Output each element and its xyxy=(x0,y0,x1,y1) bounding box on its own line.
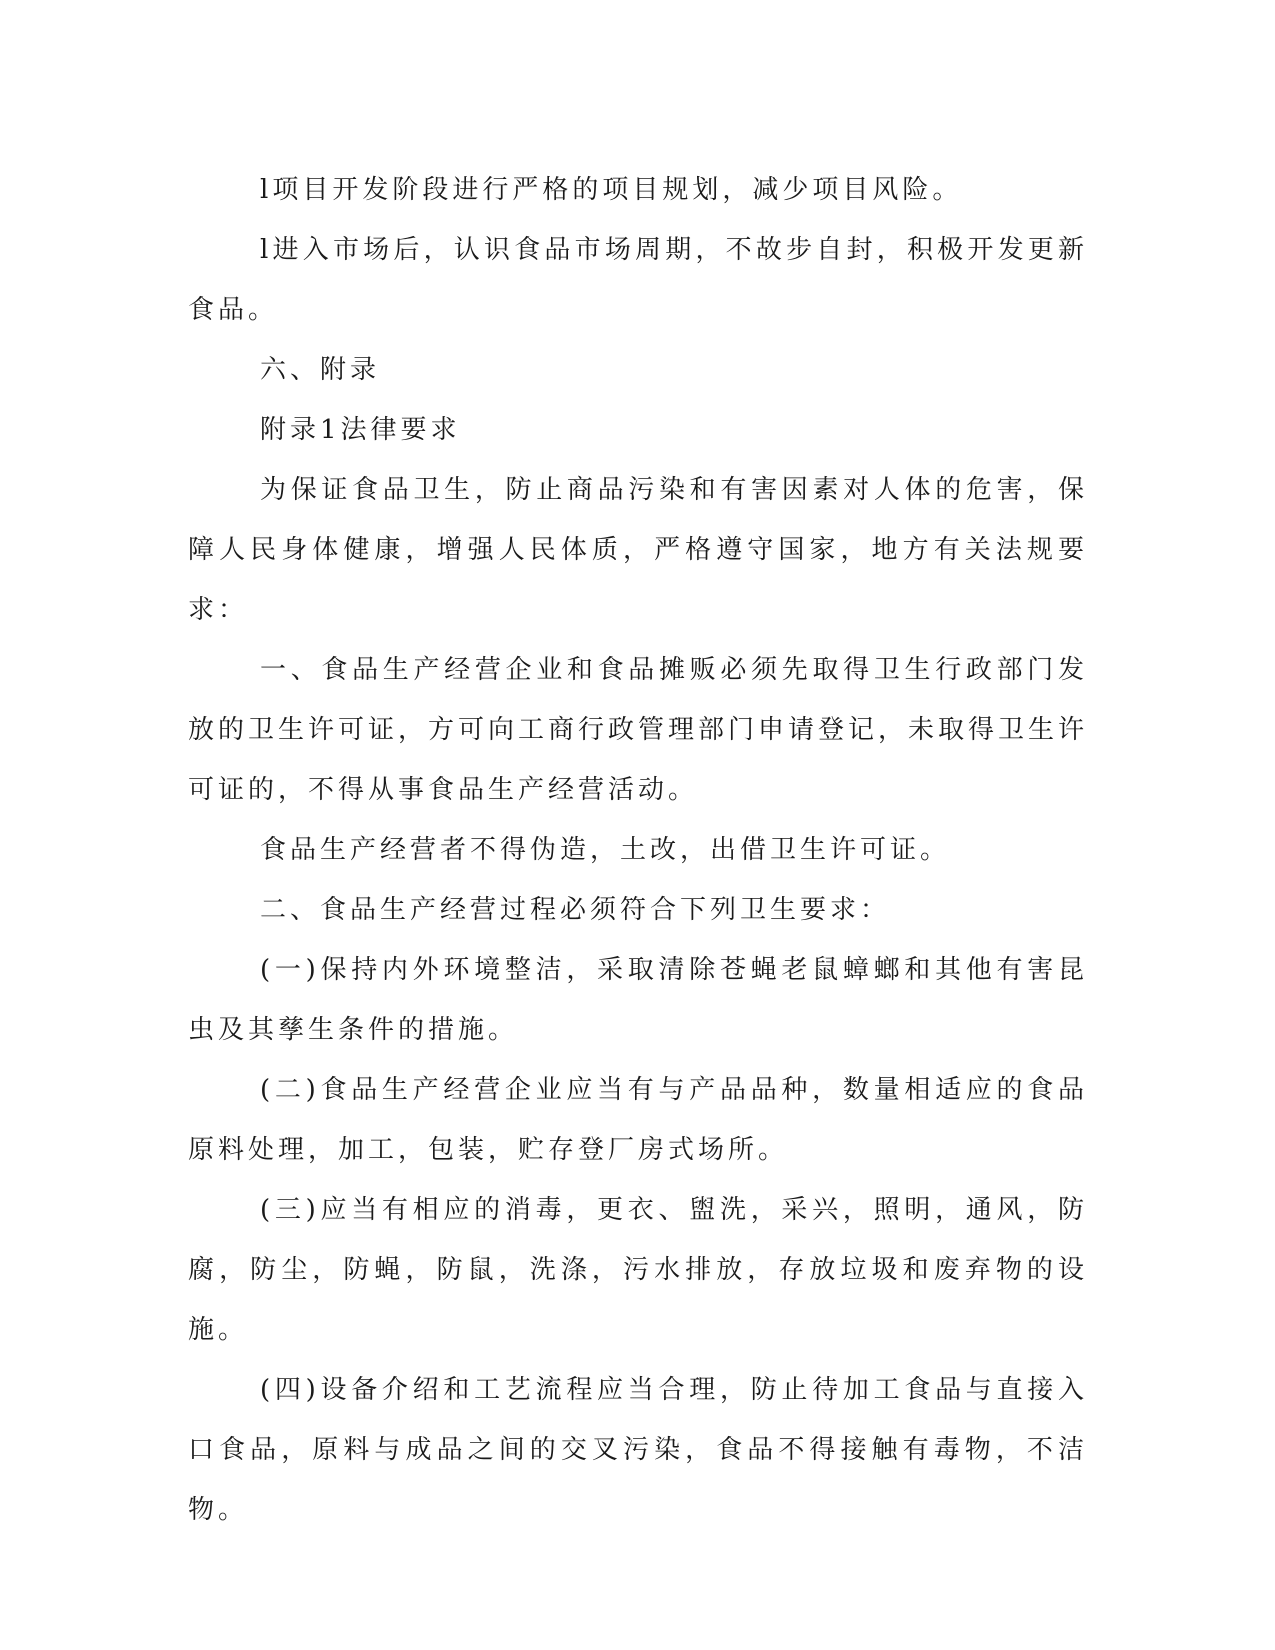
document-body xyxy=(188,160,1088,1540)
list-item-requirement-2: (二)食品生产经营企业应当有与产品品种，数量相适应的食品原料处理，加工，包装，贮存登厂房式场所。 xyxy=(188,1075,1088,1165)
list-item-requirement-1: (一)保持内外环境整洁，采取清除苍蝇老鼠蟑螂和其他有害昆虫及其孳生条件的措施。 xyxy=(188,955,1088,1045)
appendix-title-legal-requirements: 附录1法律要求 xyxy=(260,415,461,445)
paragraph-project-planning: l项目开发阶段进行严格的项目规划，减少项目风险。 xyxy=(260,175,963,205)
list-item-requirement-3: (三)应当有相应的消毒，更衣、盥洗，采兴，照明，通风，防腐，防尘，防蝇，防鼠，洗涤，污水排放，存放垃圾和废弃物的设施。 xyxy=(188,1195,1088,1345)
paragraph-legal-intro: 为保证食品卫生，防止商品污染和有害因素对人体的危害，保障人民身体健康，增强人民体质，严格遵守国家，地方有关法规要求： xyxy=(188,475,1088,625)
list-item-requirement-4: (四)设备介绍和工艺流程应当合理，防止待加工食品与直接入口食品，原料与成品之间的交叉污染，食品不得接触有毒物，不洁物。 xyxy=(188,1375,1088,1525)
paragraph-hygiene-license: 一、食品生产经营企业和食品摊贩必须先取得卫生行政部门发放的卫生许可证，方可向工商行政管理部门申请登记，未取得卫生许可证的，不得从事食品生产经营活动。 xyxy=(188,655,1089,805)
section-heading-appendix: 六、附录 xyxy=(260,355,381,385)
paragraph-license-forgery: 食品生产经营者不得伪造，土改，出借卫生许可证。 xyxy=(260,835,951,865)
paragraph-hygiene-requirements: 二、食品生产经营过程必须符合下列卫生要求： xyxy=(260,895,891,925)
paragraph-market-cycle: l进入市场后，认识食品市场周期，不故步自封，积极开发更新食品。 xyxy=(188,235,1088,325)
